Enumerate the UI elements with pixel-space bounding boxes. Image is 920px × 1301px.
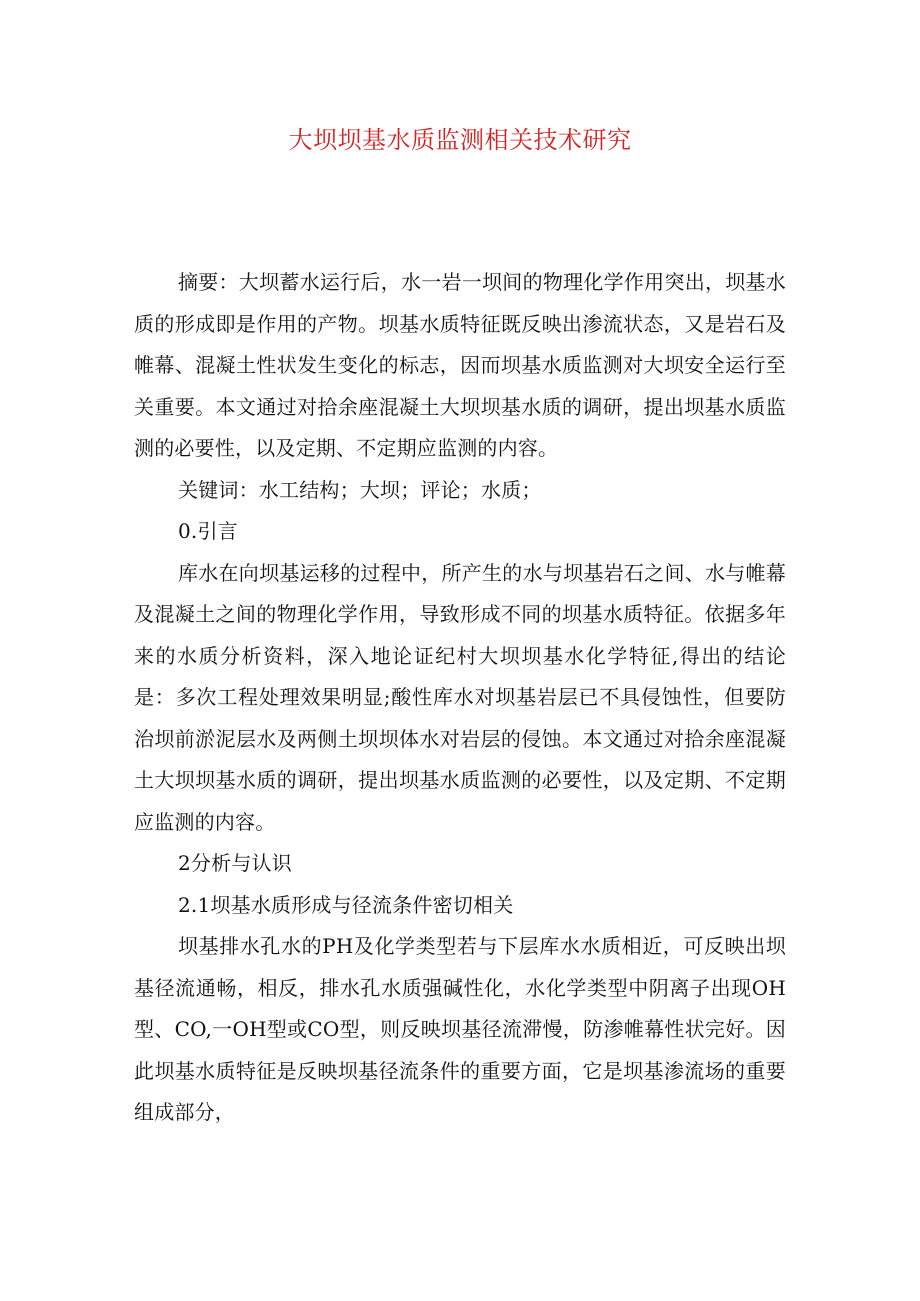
document-body — [134, 262, 786, 1134]
subsection-heading-2-1: 2.1坝基水质形成与径流条件密切相关 — [178, 892, 514, 917]
body-paragraph: 坝基排水孔水的PH及化学类型若与下层库水水质相近，可反映出坝基径流通畅，相反，排水孔水质强碱性化，水化学类型中阴离子出现OH型、CO,一OH型或CO型，则反映坝基径流滞慢，防渗帷幕性状完好。因此坝基水质特征是反映坝基径流条件的重要方面，它是坝基渗流场的重要组成部分， — [134, 934, 786, 1124]
keywords-paragraph: 关键词：水工结构；大坝；评论；水质； — [178, 477, 542, 502]
document-title: 大坝坝基水质监测相关技术研究 — [288, 126, 632, 154]
section-heading-introduction: 0.引言 — [178, 519, 238, 543]
abstract-paragraph: 摘要：大坝蓄水运行后，水一岩一坝间的物理化学作用突出，坝基水质的形成即是作用的产物。坝基水质特征既反映出渗流状态，又是岩石及帷幕、混凝土性状发生变化的标志，因而坝基水质监测对大坝安全运行至关重要。本文通过对拾余座混凝土大坝坝基水质的调研，提出坝基水质监测的必要性，以及定期、不定期应监测的内容。 — [134, 270, 786, 460]
introduction-paragraph: 库水在向坝基运移的过程中，所产生的水与坝基岩石之间、水与帷幕及混凝土之间的物理化学作用，导致形成不同的坝基水质特征。依据多年来的水质分析资料，深入地论证纪村大坝坝基水化学特征,得出的结论是：多次工程处理效果明显;酸性库水对坝基岩层已不具侵蚀性，但要防治坝前淤泥层水及两侧土坝坝体水对岩层的侵蚀。本文通过对拾余座混凝土大坝坝基水质的调研，提出坝基水质监测的必要性，以及定期、不定期应监测的内容。 — [134, 560, 786, 834]
section-heading-analysis: 2分析与认识 — [178, 851, 292, 875]
